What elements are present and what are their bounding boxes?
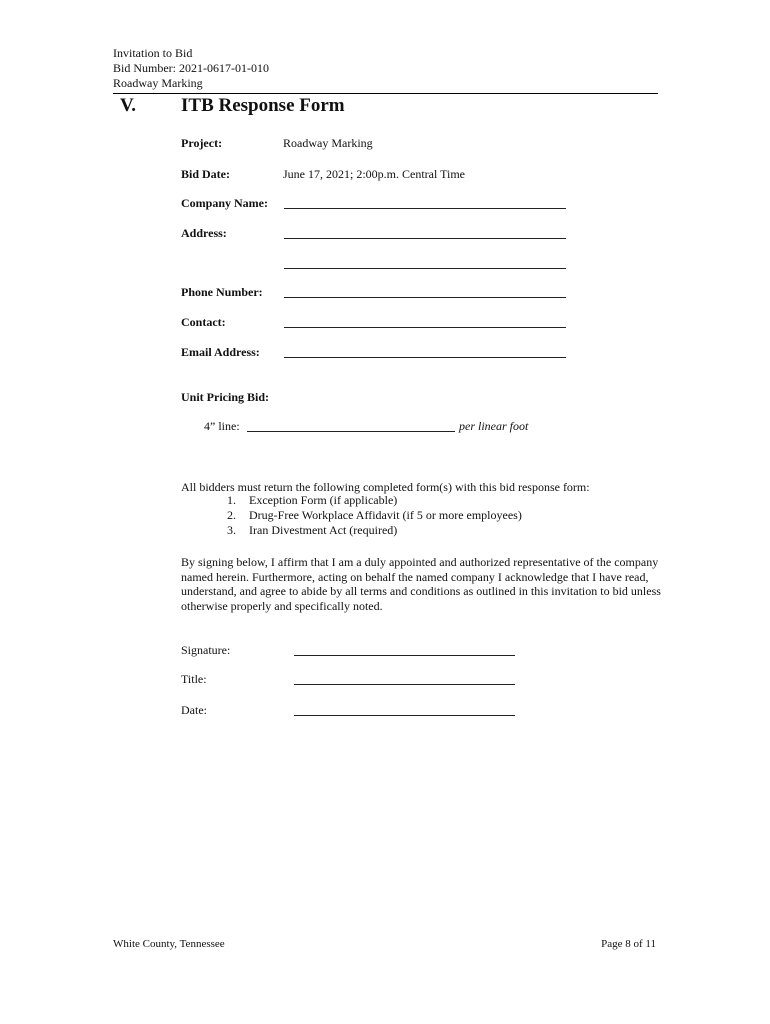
header-bid-number: Bid Number: 2021-0617-01-010 [113,61,269,75]
title-field[interactable] [294,684,515,685]
email-address-label: Email Address: [181,345,260,359]
list-item-number: 2. [227,508,236,522]
contact-label: Contact: [181,315,226,329]
list-item: Drug-Free Workplace Affidavit (if 5 or more employees) [249,508,522,522]
bid-date-value: June 17, 2021; 2:00p.m. Central Time [283,167,466,181]
phone-number-label: Phone Number: [181,285,263,299]
project-label: Project: [181,136,223,150]
unit-price-field[interactable] [247,431,455,432]
page-number: Page 8 of 11 [601,938,656,950]
page-title: ITB Response Form [181,95,345,116]
address-label: Address: [181,226,227,240]
line-item-label: 4” line: [204,419,240,433]
affirmation-paragraph: By signing below, I affirm that I am a duly appointed and authorized representative of the company named herein. Furthermore, acting on behalf the named company I acknowledge that I have read, understand, and agree to abide by all terms and conditions as outlined in this invitation to bid unless otherwise properly and specifically noted. [181,555,661,613]
address-field-line-1[interactable] [284,238,566,239]
signature-field[interactable] [294,655,515,656]
list-item: Iran Divestment Act (required) [249,523,398,537]
list-item-number: 1. [227,493,236,507]
project-value: Roadway Marking [283,136,373,150]
phone-number-field[interactable] [284,297,566,298]
company-name-label: Company Name: [181,196,268,210]
header-project: Roadway Marking [113,76,203,90]
required-forms-intro: All bidders must return the following completed form(s) with this bid response form: [181,480,590,494]
list-item: Exception Form (if applicable) [249,493,398,507]
company-name-field[interactable] [284,208,566,209]
header-rule [113,93,658,94]
title-label: Title: [181,672,207,686]
bid-date-label: Bid Date: [181,167,230,181]
unit-of-measure: per linear foot [459,419,529,433]
unit-pricing-heading: Unit Pricing Bid: [181,390,270,404]
date-label: Date: [181,703,207,717]
section-number: V. [120,95,137,116]
email-address-field[interactable] [284,357,566,358]
header-doc-type: Invitation to Bid [113,46,193,60]
address-field-line-2[interactable] [284,268,566,269]
list-item-number: 3. [227,523,236,537]
signature-label: Signature: [181,643,231,657]
footer-organization: White County, Tennessee [113,938,225,950]
contact-field[interactable] [284,327,566,328]
date-field[interactable] [294,715,515,716]
